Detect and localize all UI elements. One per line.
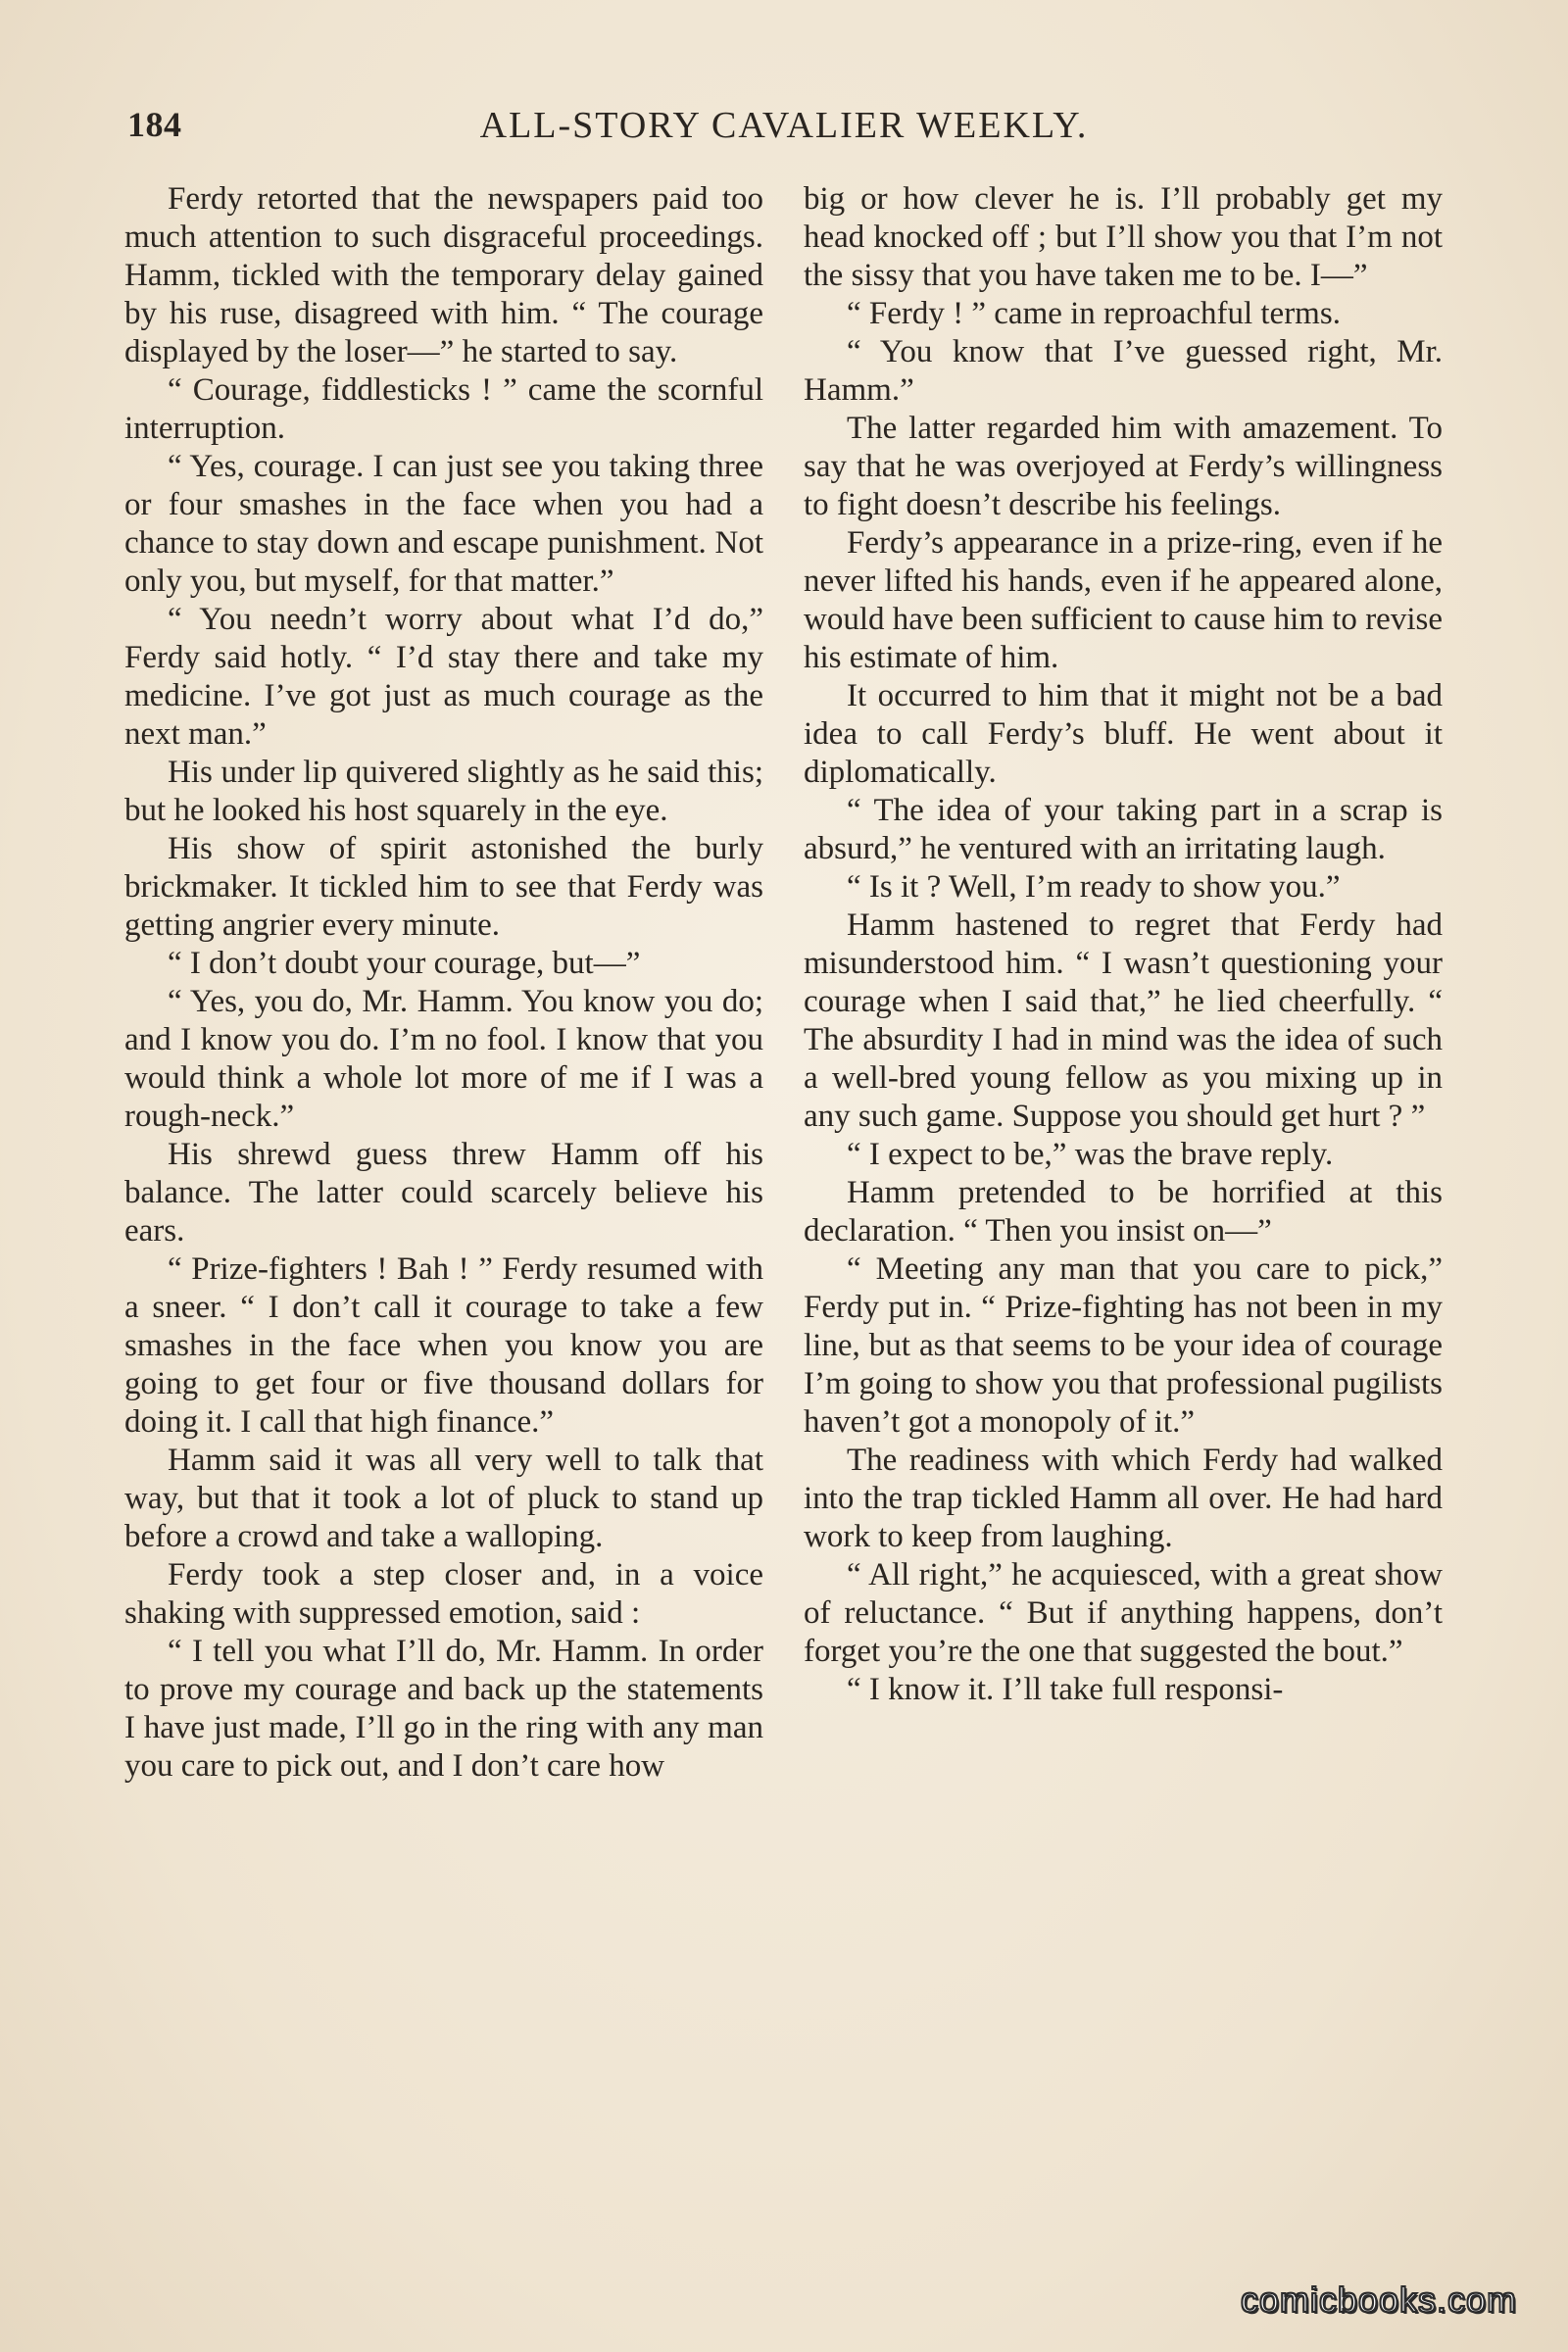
paragraph: The latter regarded him with amazement. To say that he was overjoyed at Ferdy’s willingness to fight doesn’t describe his feelings. — [804, 411, 1443, 522]
paragraph: “ Ferdy ! ” came in reproachful terms. — [847, 296, 1341, 331]
paragraph: The readiness with which Ferdy had walked into the trap tickled Hamm all over. He had hard work to keep from laughing. — [804, 1443, 1443, 1554]
page-number: 184 — [127, 105, 182, 144]
paragraph: “ You know that I’ve guessed right, Mr. Hamm.” — [804, 334, 1443, 408]
paragraph: “ I don’t doubt your courage, but—” — [168, 946, 641, 981]
paragraph: “ Is it ? Well, I’m ready to show you.” — [847, 869, 1341, 905]
paragraph: “ Yes, you do, Mr. Hamm. You know you do; and I know you do. I’m no fool. I know that you would think a whole lot more of me if I was a rough-neck.” — [124, 984, 763, 1134]
paragraph: It occurred to him that it might not be a bad idea to call Ferdy’s bluff. He went about it diplomatically. — [804, 678, 1443, 790]
paragraph: Ferdy’s appearance in a prize-ring, even if he never lifted his hands, even if he appeared alone, would have been sufficient to cause him to revise his estimate of him. — [804, 525, 1443, 675]
paragraph: Hamm pretended to be horrified at this declaration. “ Then you insist on—” — [804, 1175, 1443, 1249]
paragraph: “ The idea of your taking part in a scrap is absurd,” he ventured with an irritating laugh. — [804, 793, 1443, 866]
running-title: ALL-STORY CAVALIER WEEKLY. — [479, 105, 1089, 146]
paragraph: Ferdy took a step closer and, in a voice shaking with suppressed emotion, said : — [124, 1557, 763, 1631]
paragraph: His shrewd guess threw Hamm off his balance. The latter could scarcely believe his ears. — [124, 1137, 763, 1249]
paragraph: “ I know it. I’ll take full responsi- — [847, 1672, 1284, 1707]
right-column — [804, 180, 1443, 1709]
paragraph: “ All right,” he acquiesced, with a great show of reluctance. “ But if anything happens, don’t forget you’re the one that suggested the bout.” — [804, 1557, 1443, 1669]
paragraph: Ferdy retorted that the newspapers paid too much attention to such disgraceful proceedings. Hamm, tickled with the temporary delay gained by his ruse, disagreed with him. “ The courage displayed by the loser—” he started to say. — [124, 181, 763, 369]
paragraph: “ You needn’t worry about what I’d do,” Ferdy said hotly. “ I’d stay there and take my medicine. I’ve got just as much courage as the next man.” — [124, 602, 763, 752]
paragraph: “ I expect to be,” was the brave reply. — [847, 1137, 1334, 1172]
paragraph: “ Meeting any man that you care to pick,” Ferdy put in. “ Prize-fighting has not been in my line, but as that seems to be your idea of courage I’m going to show you that professional pugilists haven’t got a monopoly of it.” — [804, 1251, 1443, 1440]
paragraph: “ Courage, fiddlesticks ! ” came the scornful interruption. — [124, 372, 763, 446]
paragraph: Hamm said it was all very well to talk that way, but that it took a lot of pluck to stand up before a crowd and take a walloping. — [124, 1443, 763, 1554]
page-header — [127, 104, 1441, 159]
paragraph: His show of spirit astonished the burly brickmaker. It tickled him to see that Ferdy was getting angrier every minute. — [124, 831, 763, 943]
paragraph: “ Yes, courage. I can just see you taking three or four smashes in the face when you had a chance to stay down and escape punishment. Not only you, but myself, for that matter.” — [124, 449, 763, 599]
continued-paragraph: big or how clever he is. I’ll probably get my head knocked off ; but I’ll show you that I’m not the sissy that you have taken me to be. I—” — [804, 181, 1443, 293]
paragraph: Hamm hastened to regret that Ferdy had misunderstood him. “ I wasn’t questioning your courage when I said that,” he lied cheerfully. “ The absurdity I had in mind was the idea of such a well-bred young fellow as you mixing up in any such game. Suppose you should get hurt ? ” — [804, 907, 1443, 1134]
paragraph: His under lip quivered slightly as he said this; but he looked his host squarely in the eye. — [124, 755, 763, 828]
watermark: comicbooks.com — [1240, 2279, 1517, 2320]
left-column — [124, 180, 763, 1786]
paragraph: “ I tell you what I’ll do, Mr. Hamm. In order to prove my courage and back up the statements I have just made, I’ll go in the ring with any man you care to pick out, and I don’t care how — [124, 1634, 763, 1784]
paragraph: “ Prize-fighters ! Bah ! ” Ferdy resumed with a sneer. “ I don’t call it courage to take a few smashes in the face when you know you are going to get four or five thousand dollars for doing it. I call that high finance.” — [124, 1251, 763, 1440]
